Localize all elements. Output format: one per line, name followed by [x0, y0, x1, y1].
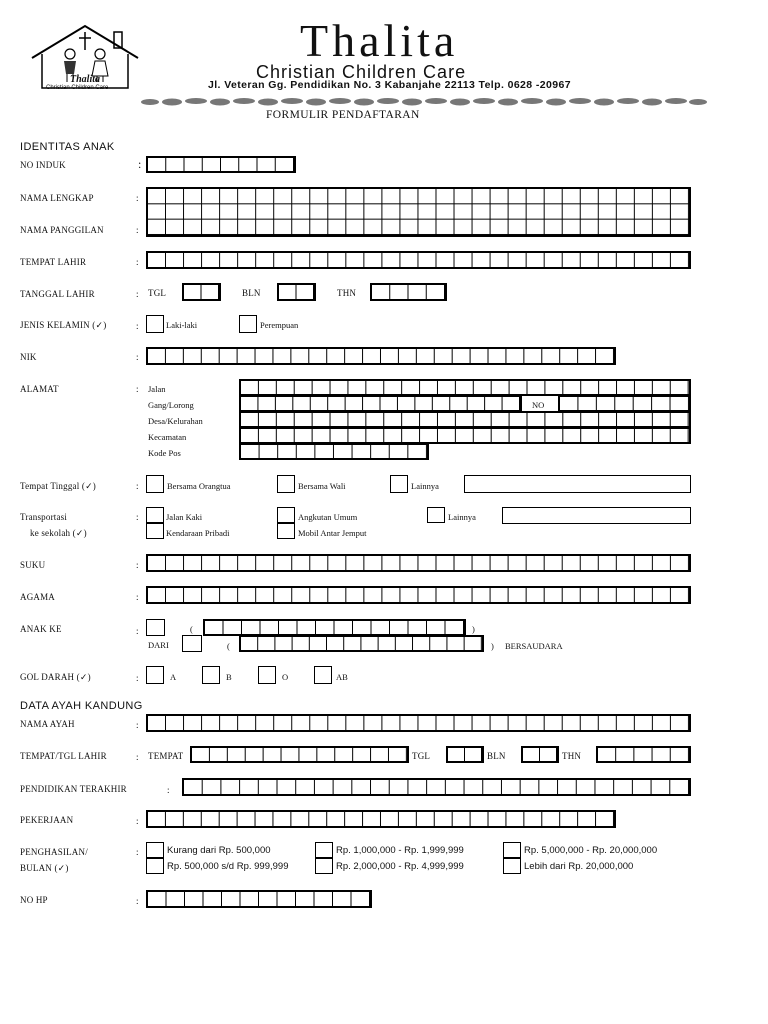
label-thn-ayah: THN	[562, 751, 582, 761]
label-income-4: Rp. 2,000,000 - Rp. 4,999,999	[336, 861, 464, 872]
colon: :	[136, 225, 139, 235]
label-lainnya: Lainnya	[411, 481, 439, 491]
checkbox-bersama-orangtua[interactable]	[146, 475, 164, 493]
label-income-1: Kurang dari Rp. 500,000	[167, 845, 271, 856]
label-tempat-tinggal: Tempat Tinggal (✓)	[20, 481, 97, 491]
colon: :	[136, 673, 139, 683]
colon: :	[136, 257, 139, 267]
label-tgl-ayah: TGL	[412, 751, 431, 761]
label-gol-b: B	[226, 672, 232, 682]
label-kode-pos: Kode Pos	[148, 448, 181, 458]
label-perempuan: Perempuan	[260, 320, 299, 330]
label-ke-sekolah: ke sekolah (✓)	[30, 528, 87, 538]
brand-title: Thalita	[300, 15, 459, 66]
kode-pos-field[interactable]	[239, 443, 429, 460]
label-bersama-wali: Bersama Wali	[298, 481, 346, 491]
thn-field[interactable]	[370, 283, 447, 301]
paren-close: )	[491, 641, 494, 651]
label-bln-ayah: BLN	[487, 751, 506, 761]
label-lainnya-transport: Lainnya	[448, 512, 476, 522]
label-mobil-antar-jemput: Mobil Antar Jemput	[298, 528, 367, 538]
logo-subtitle: Christian Children Care	[46, 85, 109, 91]
checkbox-bersama-wali[interactable]	[277, 475, 295, 493]
label-income-5: Rp. 5,000,000 - Rp. 20,000,000	[524, 845, 658, 856]
checkbox-income-2[interactable]	[146, 858, 164, 874]
checkbox-income-1[interactable]	[146, 842, 164, 858]
colon: :	[136, 560, 139, 570]
label-gol-darah: GOL DARAH (✓)	[20, 672, 91, 682]
tgl-ayah-field[interactable]	[446, 746, 484, 763]
no-hp-field[interactable]	[146, 890, 372, 908]
anak-ke-field[interactable]	[146, 619, 165, 636]
colon: :	[138, 157, 142, 171]
checkbox-lainnya-transport[interactable]	[427, 507, 445, 523]
label-jalan: Jalan	[148, 384, 166, 394]
label-anak-ke: ANAK KE	[20, 624, 62, 634]
checkbox-mobil-antar-jemput[interactable]	[277, 523, 295, 539]
checkbox-angkutan-umum[interactable]	[277, 507, 295, 523]
label-tempat-lahir: TEMPAT LAHIR	[20, 257, 87, 267]
colon: :	[136, 847, 139, 857]
label-dari: DARI	[148, 640, 169, 650]
label-tempat: TEMPAT	[148, 751, 184, 761]
colon: :	[136, 626, 139, 636]
tempat-lahir-field[interactable]	[146, 251, 691, 269]
label-bersama-orangtua: Bersama Orangtua	[167, 481, 231, 491]
label-bersaudara: BERSAUDARA	[505, 641, 563, 651]
label-income-3: Rp. 1,000,000 - Rp. 1,999,999	[336, 845, 464, 856]
checkbox-perempuan[interactable]	[239, 315, 257, 333]
colon: :	[136, 384, 139, 394]
label-kendaraan-pribadi: Kendaraan Pribadi	[166, 528, 230, 538]
colon: :	[136, 592, 139, 602]
paren-close: )	[472, 624, 475, 634]
lainnya-field[interactable]	[464, 475, 691, 493]
label-no: NO	[532, 400, 545, 410]
label-tgl: TGL	[148, 288, 167, 298]
colon: :	[136, 896, 139, 906]
logo	[28, 24, 142, 96]
pendidikan-field[interactable]	[182, 778, 691, 796]
label-suku: SUKU	[20, 560, 46, 570]
label-jalan-kaki: Jalan Kaki	[166, 512, 203, 522]
paren-open: (	[190, 624, 193, 634]
checkbox-income-3[interactable]	[315, 842, 333, 858]
checkbox-jalan-kaki[interactable]	[146, 507, 164, 523]
label-ttl-ayah: TEMPAT/TGL LAHIR	[20, 751, 107, 761]
anak-ke-words-field[interactable]	[203, 619, 466, 636]
label-agama: AGAMA	[20, 592, 56, 602]
colon: :	[136, 321, 139, 331]
colon: :	[136, 481, 139, 491]
tgl-field[interactable]	[182, 283, 221, 301]
label-nama-lengkap: NAMA LENGKAP	[20, 193, 94, 203]
label-bulan: BULAN (✓)	[20, 863, 69, 873]
colon: :	[136, 816, 139, 826]
label-laki-laki: Laki-laki	[166, 320, 198, 330]
label-nik: NIK	[20, 352, 37, 362]
section-data-ayah: DATA AYAH KANDUNG	[20, 700, 143, 712]
thn-ayah-field[interactable]	[596, 746, 691, 763]
label-jenis-kelamin: JENIS KELAMIN (✓)	[20, 320, 107, 330]
label-gang: Gang/Lorong	[148, 400, 194, 410]
colon: :	[136, 352, 139, 362]
checkbox-income-4[interactable]	[315, 858, 333, 874]
label-bln: BLN	[242, 288, 261, 298]
label-no-induk: NO INDUK	[20, 160, 66, 170]
jalan-field[interactable]	[239, 379, 691, 396]
colon: :	[136, 720, 139, 730]
form-title: FORMULIR PENDAFTARAN	[266, 109, 420, 121]
logo-title: Thalita	[70, 74, 101, 85]
label-gol-ab: AB	[336, 672, 348, 682]
nama-lengkap-field[interactable]	[146, 187, 691, 237]
label-nama-panggilan: NAMA PANGGILAN	[20, 225, 104, 235]
address: Jl. Veteran Gg. Pendidikan No. 3 Kabanjahe 22113 Telp. 0628 -20967	[208, 79, 571, 91]
colon: :	[136, 289, 139, 299]
checkbox-gol-a[interactable]	[146, 666, 164, 684]
label-angkutan-umum: Angkutan Umum	[298, 512, 358, 522]
dari-field[interactable]	[182, 635, 202, 652]
label-penghasilan: PENGHASILAN/	[20, 847, 88, 857]
label-pekerjaan: PEKERJAAN	[20, 815, 74, 825]
label-tanggal-lahir: TANGGAL LAHIR	[20, 289, 95, 299]
suku-field[interactable]	[146, 554, 691, 572]
colon: :	[136, 512, 139, 522]
dari-words-field[interactable]	[239, 635, 484, 652]
label-gol-o: O	[282, 672, 289, 682]
paren-open: (	[227, 641, 230, 651]
lainnya-transport-field[interactable]	[502, 507, 691, 524]
no-induk-field[interactable]	[146, 156, 296, 173]
label-no-hp: NO HP	[20, 895, 48, 905]
colon: :	[136, 193, 139, 203]
checkbox-kendaraan-pribadi[interactable]	[146, 523, 164, 539]
checkbox-income-5[interactable]	[503, 842, 521, 858]
nama-ayah-field[interactable]	[146, 714, 691, 732]
checkbox-gol-o[interactable]	[258, 666, 276, 684]
desa-field[interactable]	[239, 411, 691, 428]
pekerjaan-field[interactable]	[146, 810, 616, 828]
section-identitas-anak: IDENTITAS ANAK	[20, 141, 115, 153]
colon: :	[167, 785, 170, 795]
label-pendidikan: PENDIDIKAN TERAKHIR	[20, 784, 127, 794]
label-gol-a: A	[170, 672, 177, 682]
checkbox-gol-b[interactable]	[202, 666, 220, 684]
label-income-2: Rp. 500,000 s/d Rp. 999,999	[167, 861, 289, 872]
gang-no-field[interactable]	[558, 395, 691, 412]
label-alamat: ALAMAT	[20, 384, 59, 394]
label-thn: THN	[337, 288, 357, 298]
checkbox-gol-ab[interactable]	[314, 666, 332, 684]
label-nama-ayah: NAMA AYAH	[20, 719, 75, 729]
agama-field[interactable]	[146, 586, 691, 604]
kecamatan-field[interactable]	[239, 427, 691, 444]
tempat-ayah-field[interactable]	[190, 746, 409, 763]
decorative-stones	[138, 93, 738, 103]
checkbox-laki-laki[interactable]	[146, 315, 164, 333]
checkbox-lainnya[interactable]	[390, 475, 408, 493]
bln-ayah-field[interactable]	[521, 746, 559, 763]
label-desa: Desa/Kelurahan	[148, 416, 203, 426]
bln-field[interactable]	[277, 283, 316, 301]
checkbox-income-6[interactable]	[503, 858, 521, 874]
colon: :	[136, 752, 139, 762]
label-transportasi: Transportasi	[20, 512, 68, 522]
gang-field[interactable]	[239, 395, 522, 412]
label-kecamatan: Kecamatan	[148, 432, 187, 442]
label-income-6: Lebih dari Rp. 20,000,000	[524, 861, 634, 872]
brand-subtitle: Christian Children Care	[256, 62, 467, 82]
nik-field[interactable]	[146, 347, 616, 365]
